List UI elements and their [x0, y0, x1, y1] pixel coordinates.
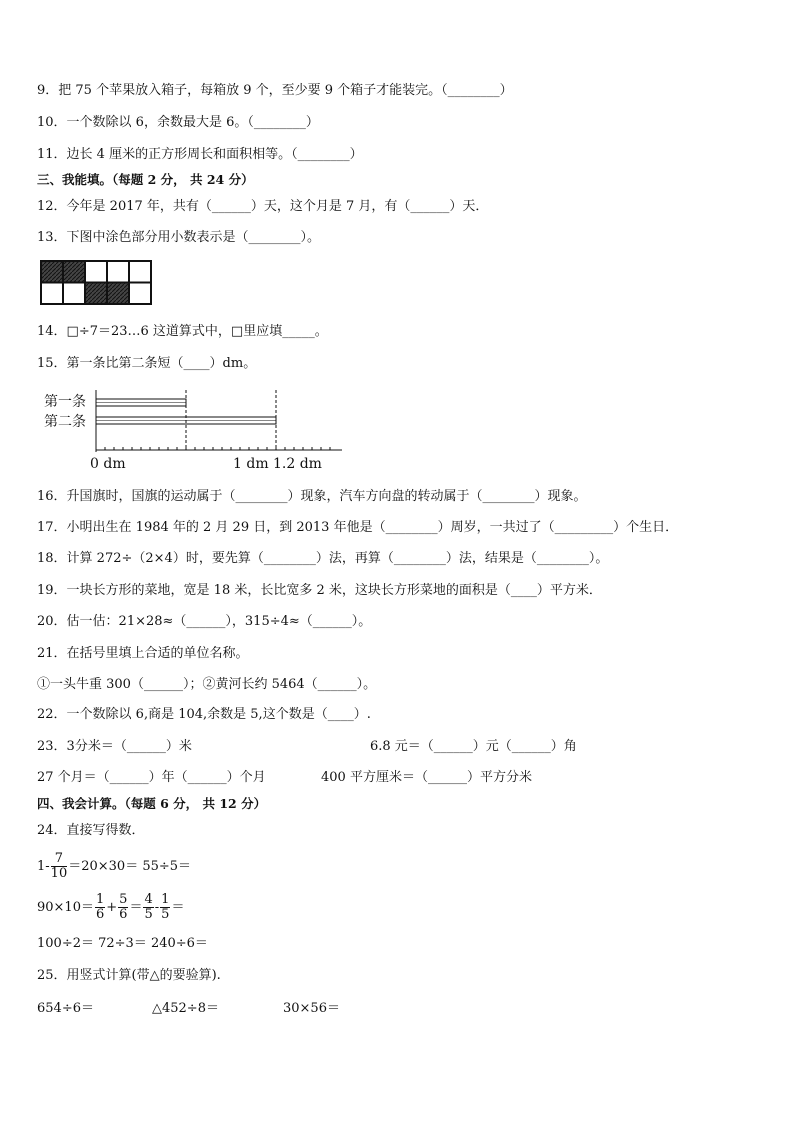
question-13: 13．下图中涂色部分用小数表示是（________）。 — [37, 230, 321, 245]
question-24: 24．直接写得数． — [37, 823, 145, 838]
question-23-a: 23．3分米＝（______）米 — [37, 739, 192, 754]
question-23-d: 400 平方厘米＝（______）平方分米 — [321, 770, 532, 785]
question-11: 11．边长 4 厘米的正方形周长和面积相等。（________） — [37, 147, 363, 162]
question-20: 20．估一估：21×28≈（______），315÷4≈（______）。 — [37, 614, 372, 629]
section-4-heading: 四、我会计算。（每题 6 分， 共 12 分） — [37, 796, 267, 811]
question-21: 21．在括号里填上合适的单位名称。 — [37, 646, 249, 661]
question-18: 18．计算 272÷（2×4）时，要先算（________）法，再算（________）法，结果是（________）。 — [37, 551, 609, 566]
question-17: 17．小明出生在 1984 年的 2 月 29 日，到 2013 年他是（________）周岁，一共过了（_________）个生日． — [37, 520, 679, 535]
vertical-calc-3: 30×56＝ — [283, 1001, 340, 1016]
question-12: 12．今年是 2017 年，共有（______）天，这个月是 7 月，有（______）天． — [37, 199, 489, 214]
question-10: 10．一个数除以 6，余数最大是 6。（________） — [37, 115, 319, 130]
fraction: $\frac{5}{6}$ — [119, 892, 128, 922]
question-15: 15．第一条比第二条短（____）dm。 — [37, 356, 257, 371]
question-21-items: ①一头牛重 300（______）；②黄河长约 5464（______）。 — [37, 677, 377, 692]
grid-figure — [40, 260, 154, 306]
vertical-calc-1: 654÷6＝ — [37, 1001, 94, 1016]
calc-row-2: 90×10＝ $\frac{1}{6}$ + $\frac{5}{6}$ ＝ $\frac{4}{5}$ - $\frac{1}{5}$ ＝ — [37, 892, 185, 922]
calc-row-3: 100÷2＝ 72÷3＝ 240÷6＝ — [37, 936, 208, 951]
tick-label-1: 1 dm — [233, 456, 269, 472]
question-9: 9．把 75 个苹果放入箱子，每箱放 9 个，至少要 9 个箱子才能装完。（________） — [37, 83, 513, 98]
calc-row-1: 1- $\frac{7}{10}$ ＝20×30＝ 55÷5＝ — [37, 851, 192, 881]
question-25: 25．用竖式计算(带△的要验算). — [37, 968, 221, 983]
tick-label-1-2: 1.2 dm — [273, 456, 322, 472]
question-23-b: 6.8 元＝（______）元（______）角 — [370, 739, 577, 754]
bar-label-second: 第二条 — [44, 414, 86, 430]
vertical-calc-2: △452÷8＝ — [152, 1001, 219, 1016]
question-23-c: 27 个月＝（______）年（______）个月 — [37, 770, 266, 785]
tick-label-0: 0 dm — [90, 456, 126, 472]
fraction: $\frac{4}{5}$ — [144, 892, 153, 922]
question-19: 19．一块长方形的菜地，宽是 18 米，长比宽多 2 米，这块长方形菜地的面积是（____）平方米． — [37, 583, 602, 598]
question-14: 14．□÷7＝23…6 这道算式中，□里应填_____。 — [37, 324, 328, 339]
question-22: 22．一个数除以 6,商是 104,余数是 5,这个数是（____）. — [37, 707, 371, 722]
bar-label-first: 第一条 — [44, 394, 86, 410]
fraction: $\frac{1}{5}$ — [161, 892, 170, 922]
bar-comparison-figure — [40, 388, 350, 474]
section-3-heading: 三、我能填。（每题 2 分， 共 24 分） — [37, 172, 254, 187]
fraction: $\frac{1}{6}$ — [95, 892, 105, 922]
fraction: $\frac{7}{10}$ — [50, 851, 68, 881]
question-16: 16．升国旗时，国旗的运动属于（________）现象，汽车方向盘的转动属于（________）现象。 — [37, 489, 587, 504]
